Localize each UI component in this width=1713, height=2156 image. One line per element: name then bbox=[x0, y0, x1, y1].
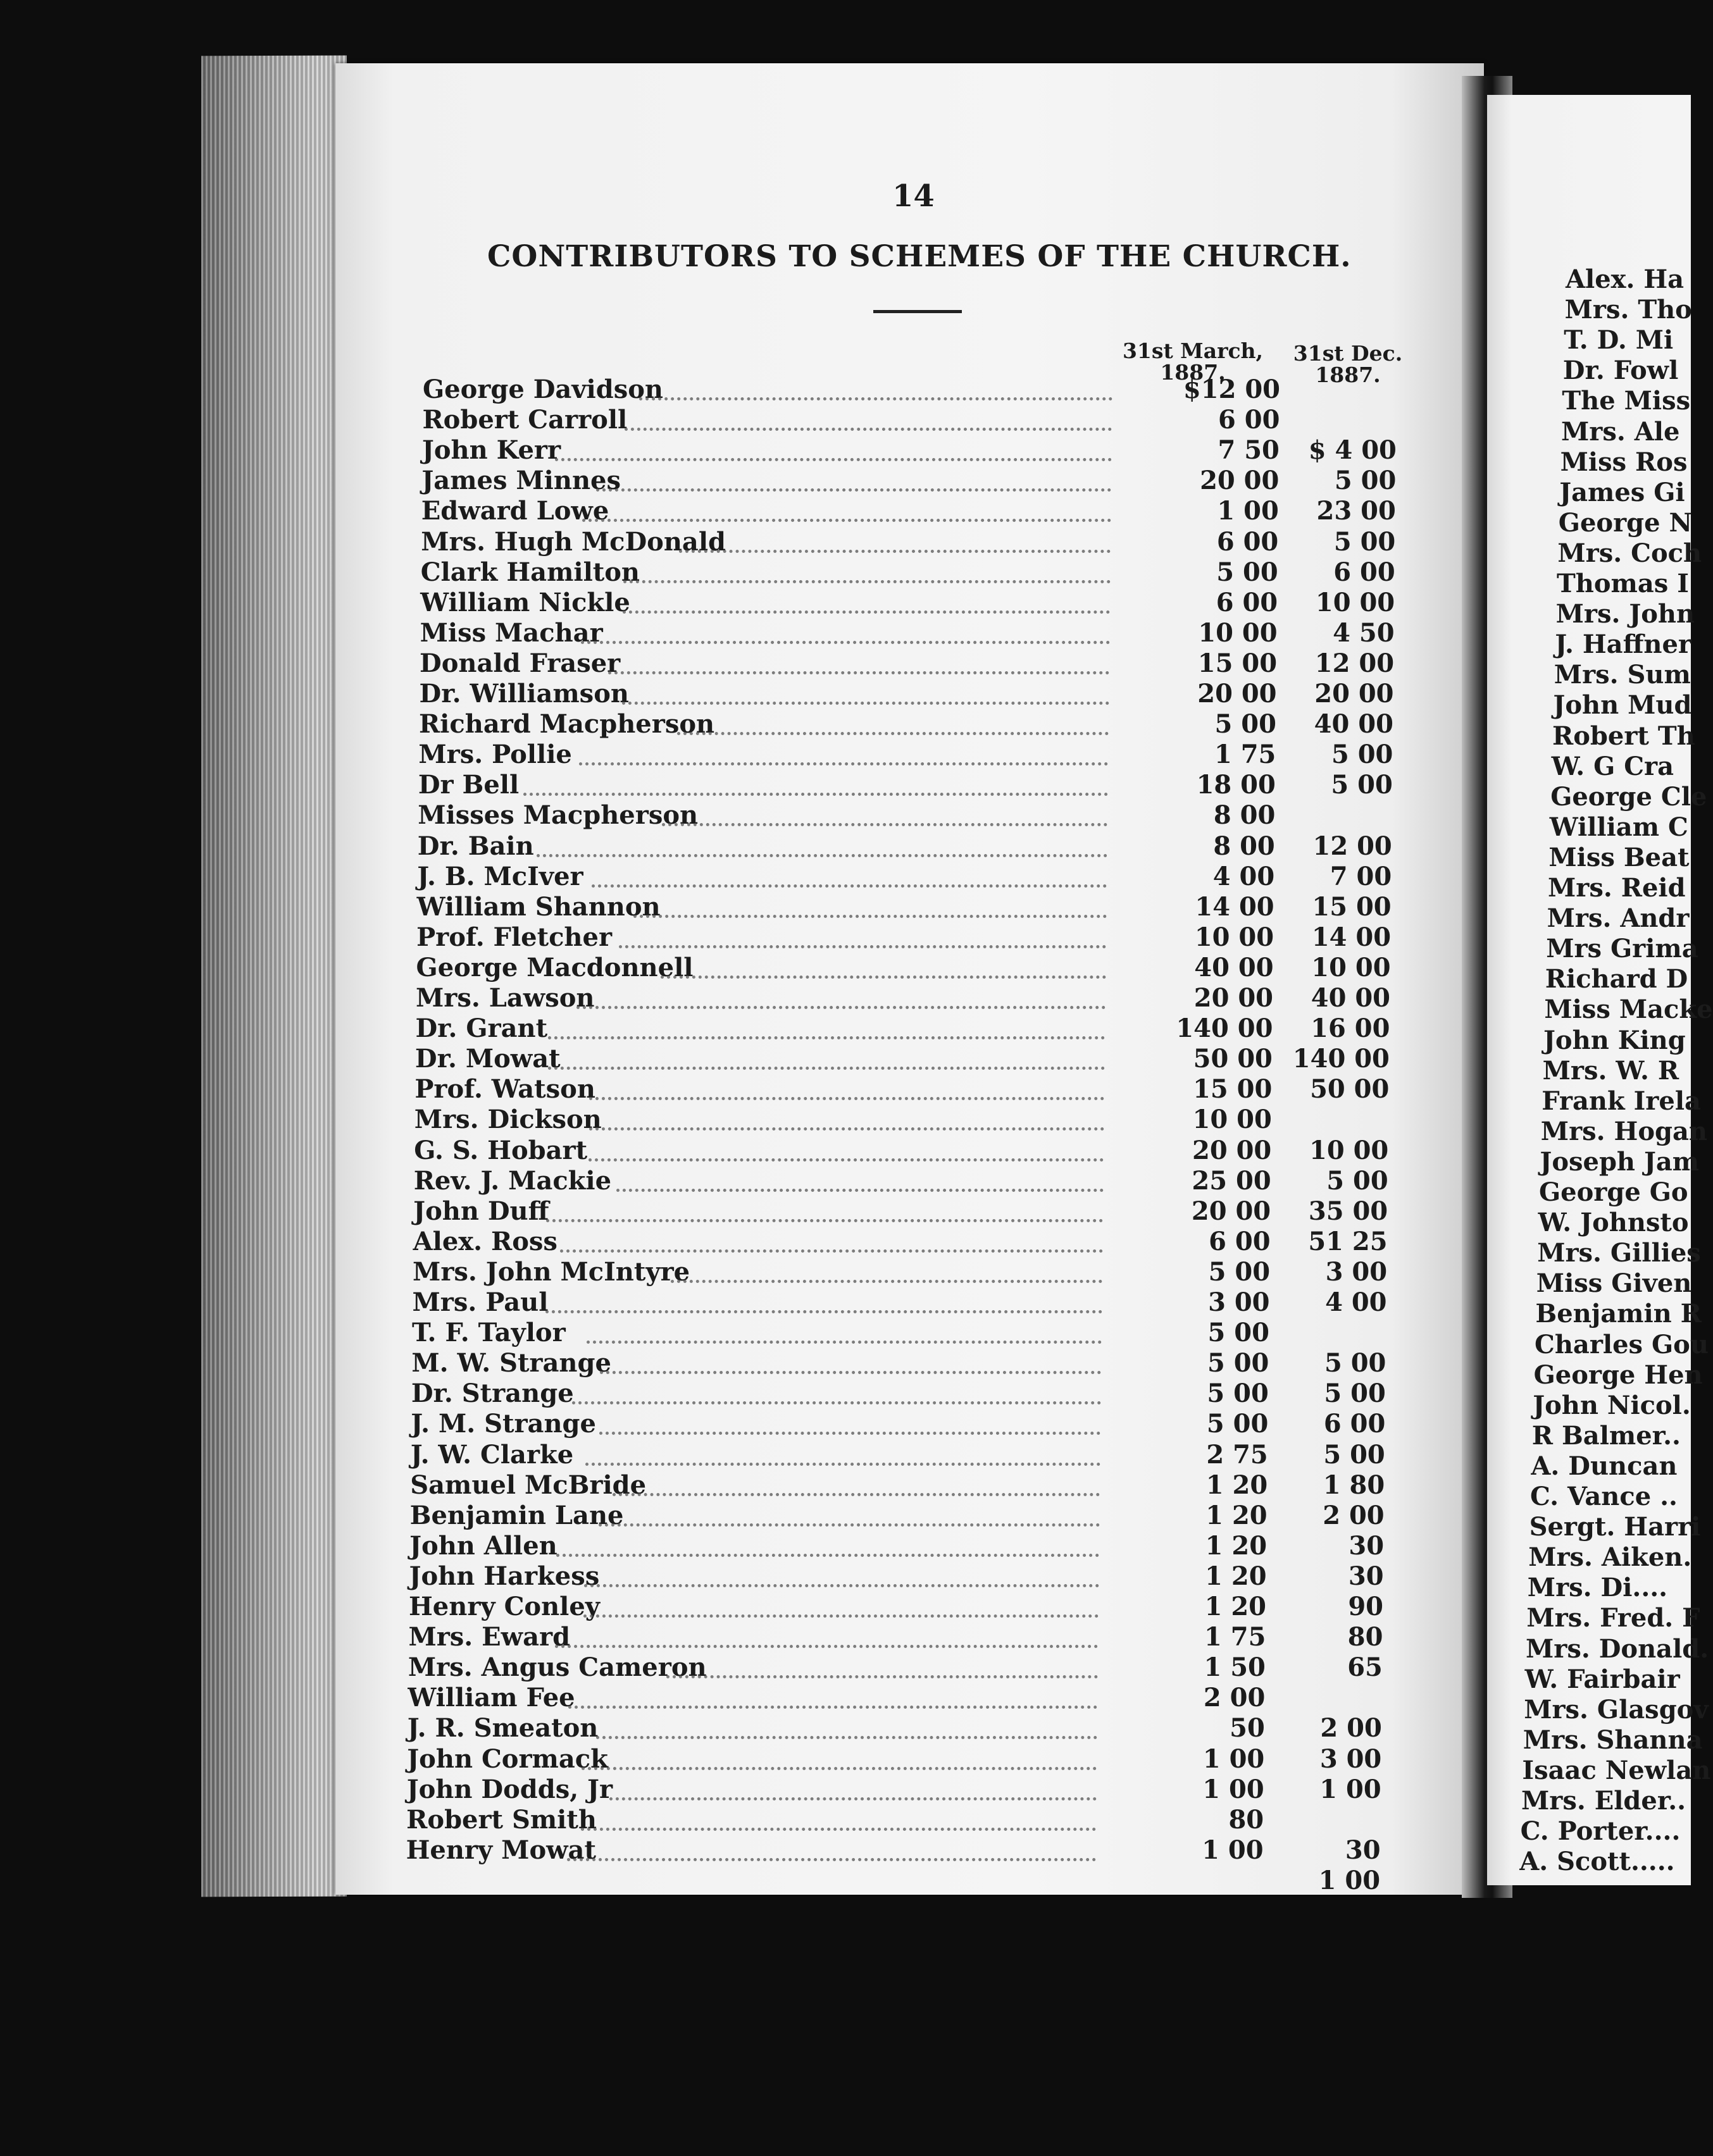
dot-leader bbox=[599, 1401, 1100, 1435]
amount-march-1887: 50 00 bbox=[1193, 1044, 1273, 1074]
right-page-contributor-name: Benjamin R bbox=[1535, 1299, 1702, 1329]
right-page-contributor-name: Mrs. Andr bbox=[1547, 903, 1690, 934]
contributor-name: Dr. Mowat bbox=[414, 1044, 561, 1074]
contributor-name: Rev. J. Mackie bbox=[413, 1165, 612, 1196]
dot-leader bbox=[613, 1463, 1100, 1496]
contributor-name: Mrs. Lawson bbox=[416, 983, 595, 1013]
right-page-contributor-name: John Nicol. bbox=[1533, 1390, 1691, 1420]
amount-march-1887: 18 00 bbox=[1196, 770, 1276, 800]
amount-dec-1887: 12 00 bbox=[1314, 648, 1395, 678]
right-page-contributor-name: Robert Th bbox=[1552, 721, 1695, 751]
amount-march-1887: 4 00 bbox=[1212, 861, 1275, 891]
amount-dec-1887: 14 00 bbox=[1311, 922, 1392, 952]
right-page-contributor-name: Mrs. W. R bbox=[1542, 1055, 1679, 1086]
right-page-contributor-name: Thomas I bbox=[1557, 569, 1689, 598]
right-page-contributor-name: Dr. Fowl bbox=[1562, 356, 1679, 386]
amount-march-1887: 15 00 bbox=[1197, 648, 1278, 678]
right-page-contributor-name: Mrs. Tho bbox=[1564, 295, 1692, 325]
column-header-march-line1: 31st March, bbox=[1122, 338, 1264, 363]
contributor-name: Henry Mowat bbox=[406, 1835, 596, 1865]
amount-march-1887: 5 00 bbox=[1214, 709, 1276, 740]
amount-dec-1887: 5 00 bbox=[1326, 1165, 1388, 1196]
amount-dec-1887: 30 bbox=[1348, 1561, 1384, 1591]
amount-dec-1887: 7 00 bbox=[1330, 861, 1392, 891]
amount-march-1887: 1 00 bbox=[1202, 1774, 1264, 1804]
amount-dec-1887: 10 00 bbox=[1315, 587, 1395, 617]
amount-dec-1887: 140 00 bbox=[1292, 1044, 1390, 1074]
amount-dec-1887: 10 00 bbox=[1309, 1135, 1389, 1165]
contributor-name: William Shannon bbox=[416, 891, 661, 922]
contributor-name: Mrs. Angus Cameron bbox=[408, 1652, 707, 1683]
amount-march-1887: 7 50 bbox=[1218, 435, 1280, 466]
amount-march-1887: 80 bbox=[1228, 1804, 1264, 1835]
amount-dec-1887: 30 bbox=[1349, 1530, 1385, 1561]
right-page-contributor-name: T. D. Mi bbox=[1564, 325, 1674, 356]
dot-leader bbox=[584, 1554, 1099, 1587]
dot-leader bbox=[581, 610, 1110, 644]
amount-march-1887: 15 00 bbox=[1193, 1074, 1273, 1105]
contributor-name: J. M. Strange bbox=[411, 1409, 596, 1439]
contributor-name: Prof. Watson bbox=[414, 1074, 595, 1105]
amount-dec-1887: 3 00 bbox=[1325, 1256, 1388, 1287]
amount-march-1887: 1 75 bbox=[1214, 740, 1276, 770]
right-page-contributor-name: Mrs. Reid bbox=[1548, 873, 1686, 903]
dot-leader bbox=[671, 1249, 1102, 1283]
right-page-contributor-name: Mrs. Ale bbox=[1561, 416, 1680, 447]
amount-march-1887: 6 00 bbox=[1218, 405, 1280, 435]
contributor-row-extra bbox=[406, 1866, 1386, 1896]
right-page-contributor-name: Mrs. Hogan bbox=[1540, 1116, 1707, 1146]
amount-dec-1887: 23 00 bbox=[1316, 496, 1396, 526]
amount-dec-1887: 50 00 bbox=[1310, 1074, 1390, 1105]
dot-leader bbox=[589, 1128, 1104, 1162]
amount-dec-1887: 51 25 bbox=[1308, 1226, 1388, 1256]
right-page-contributor-name: W. Johnsto bbox=[1538, 1208, 1689, 1238]
contributor-name: James Minnes bbox=[421, 466, 621, 496]
amount-dec-1887: 80 bbox=[1347, 1622, 1383, 1652]
dot-leader bbox=[523, 762, 1108, 796]
amount-dec-1887: 20 00 bbox=[1314, 679, 1394, 709]
dot-leader bbox=[548, 1006, 1105, 1039]
contributor-name: Dr. Grant bbox=[415, 1013, 548, 1044]
contributor-name: Dr. Williamson bbox=[419, 679, 629, 709]
contributor-name: John Dodds, Jr bbox=[406, 1774, 613, 1804]
amount-dec-1887: 5 00 bbox=[1324, 1348, 1386, 1378]
right-page-contributor-name: William C bbox=[1549, 812, 1688, 842]
dot-leader bbox=[567, 1828, 1096, 1861]
amount-dec-1887: 2 00 bbox=[1320, 1713, 1382, 1744]
dot-leader bbox=[587, 1310, 1102, 1344]
right-page-contributor-name: George Hen bbox=[1533, 1360, 1703, 1390]
amount-dec-1887: 5 00 bbox=[1334, 466, 1397, 496]
right-page-contributor-name: Miss Beat bbox=[1548, 842, 1690, 872]
amount-dec-1887: 6 00 bbox=[1333, 557, 1395, 587]
amount-dec-1887: 65 bbox=[1347, 1652, 1383, 1683]
amount-march-1887: 6 00 bbox=[1209, 1226, 1271, 1256]
dot-leader bbox=[556, 1523, 1099, 1557]
contributor-name: John Allen bbox=[409, 1530, 558, 1561]
amount-dec-1887: 12 00 bbox=[1312, 831, 1392, 861]
amount-march-1887: 14 00 bbox=[1195, 891, 1274, 922]
right-page-contributor-name: C. Porter.... bbox=[1520, 1816, 1681, 1847]
right-page-contributor-name: A. Scott..... bbox=[1519, 1847, 1675, 1877]
amount-march-1887: 5 00 bbox=[1208, 1256, 1271, 1287]
dot-leader bbox=[545, 1280, 1102, 1313]
amount-dec-1887: 5 00 bbox=[1323, 1439, 1385, 1470]
dot-leader bbox=[639, 367, 1112, 400]
dot-leader bbox=[609, 1767, 1097, 1800]
contributor-name: Henry Conley bbox=[409, 1592, 601, 1621]
contributor-name: Mrs. Paul bbox=[412, 1287, 549, 1317]
amount-march-1887: 1 75 bbox=[1204, 1622, 1266, 1652]
amount-dec-1887: $ 4 00 bbox=[1308, 435, 1397, 466]
amount-march-1887: 5 00 bbox=[1207, 1378, 1269, 1409]
contributor-name: Prof. Fletcher bbox=[416, 922, 613, 952]
right-page-contributor-name: Mrs. Aiken. bbox=[1528, 1542, 1692, 1573]
right-page-contributor-name: R Balmer.. bbox=[1531, 1420, 1681, 1451]
amount-dec-1887: 4 00 bbox=[1325, 1287, 1387, 1317]
dot-leader bbox=[555, 1614, 1098, 1648]
contributor-name: M. W. Strange bbox=[411, 1348, 611, 1378]
dot-leader bbox=[596, 458, 1111, 492]
amount-march-1887: 5 00 bbox=[1216, 557, 1278, 587]
right-page-contributor-name: John Mud bbox=[1553, 690, 1692, 721]
dot-leader bbox=[589, 1067, 1104, 1100]
contributor-name: Mrs. John McIntyre bbox=[413, 1256, 690, 1287]
right-page-contributor-name: W. G Cra bbox=[1551, 751, 1674, 781]
right-page-contributor-name: The Miss bbox=[1562, 386, 1691, 416]
amount-march-1887: 50 bbox=[1230, 1713, 1265, 1744]
right-page-contributor-name: George Cle bbox=[1550, 781, 1707, 812]
right-page-contributor-name: James Gi bbox=[1559, 477, 1685, 507]
dot-leader bbox=[623, 580, 1110, 614]
amount-march-1887: 20 00 bbox=[1197, 679, 1277, 709]
contributor-name: G. S. Hobart bbox=[414, 1135, 588, 1165]
amount-march-1887: 10 00 bbox=[1194, 922, 1274, 952]
dot-leader bbox=[662, 793, 1107, 826]
contributor-name: Benjamin Lane bbox=[409, 1500, 624, 1530]
amount-dec-1887: 5 00 bbox=[1333, 526, 1396, 557]
contributor-name: Dr. Strange bbox=[411, 1378, 574, 1409]
dot-leader bbox=[555, 428, 1112, 461]
contributor-name: Richard Macpherson bbox=[418, 709, 715, 740]
amount-march-1887: 40 00 bbox=[1194, 952, 1274, 982]
right-page-contributor-name: Mrs. Elder.. bbox=[1521, 1786, 1686, 1816]
page-title: CONTRIBUTORS TO SCHEMES OF THE CHURCH. bbox=[487, 239, 1352, 274]
amount-march-1887: 1 20 bbox=[1205, 1500, 1268, 1530]
contributor-name: Mrs. Pollie bbox=[418, 740, 572, 770]
contributor-name: George Macdonnell bbox=[416, 952, 694, 982]
right-page-contributor-name: Mrs. John bbox=[1555, 599, 1695, 629]
right-page-contributor-name: Mrs. Di.... bbox=[1527, 1573, 1668, 1603]
page-number: 14 bbox=[892, 178, 935, 214]
right-page-contributor-name: Mrs. Glasgov bbox=[1524, 1694, 1709, 1725]
amount-march-1887: 1 20 bbox=[1205, 1530, 1268, 1561]
right-page-contributor-name: Mrs Grima bbox=[1546, 934, 1698, 964]
amount-dec-1887: 5 00 bbox=[1331, 740, 1393, 770]
right-page-contributor-name: Mrs. Gillies bbox=[1537, 1238, 1701, 1268]
right-page-contributor-name: W. Fairbair bbox=[1524, 1664, 1680, 1694]
amount-dec-1887: 1 80 bbox=[1323, 1470, 1385, 1500]
right-page-contributor-name: Mrs. Fred. F bbox=[1526, 1603, 1700, 1633]
amount-dec-1887: 5 00 bbox=[1324, 1378, 1386, 1409]
right-page-contributor-name: Sergt. Harri bbox=[1529, 1512, 1701, 1542]
amount-march-1887: 3 00 bbox=[1208, 1287, 1270, 1317]
right-page-contributor-name: Mrs. Donald. bbox=[1526, 1633, 1709, 1664]
contributor-name: John Cormack bbox=[407, 1744, 608, 1774]
amount-march-1887: 1 00 bbox=[1217, 496, 1279, 526]
right-page-contributor-name: Miss Given bbox=[1536, 1268, 1692, 1299]
right-page-contributor-name: Joseph Jam bbox=[1540, 1146, 1700, 1177]
dot-leader bbox=[581, 1797, 1096, 1831]
right-page-contributor-name: Isaac Newlan bbox=[1522, 1755, 1711, 1785]
contributor-name: John Duff bbox=[413, 1196, 549, 1226]
contributor-name: T. F. Taylor bbox=[411, 1318, 566, 1348]
amount-march-1887: 25 00 bbox=[1192, 1165, 1271, 1196]
book-page-edges bbox=[201, 56, 347, 1897]
dot-leader bbox=[677, 702, 1109, 735]
contributor-row bbox=[406, 1835, 1387, 1866]
dot-leader bbox=[661, 945, 1106, 979]
right-page-contributor-name: Miss Ros bbox=[1560, 447, 1688, 477]
amount-dec-1887: 6 00 bbox=[1323, 1409, 1386, 1439]
contributor-name: J. R. Smeaton bbox=[407, 1713, 599, 1744]
contributor-name: Samuel McBride bbox=[410, 1470, 647, 1500]
right-page-contributor-name: Alex. Ha bbox=[1566, 264, 1685, 294]
right-page-contributor-name: A. Duncan bbox=[1531, 1451, 1678, 1481]
amount-dec-1887: 40 00 bbox=[1314, 709, 1393, 740]
dot-leader bbox=[568, 1675, 1097, 1709]
contributor-name: John Harkess bbox=[409, 1561, 600, 1591]
contributor-name: Donald Fraser bbox=[420, 648, 621, 678]
dot-leader bbox=[596, 1706, 1097, 1739]
amount-march-1887: $12 00 bbox=[1183, 375, 1280, 404]
dot-leader bbox=[600, 1341, 1101, 1374]
dot-leader bbox=[548, 1036, 1105, 1070]
amount-dec-1887: 1 00 bbox=[1319, 1774, 1381, 1804]
amount-march-1887: 5 00 bbox=[1207, 1348, 1269, 1378]
amount-march-1887: 20 00 bbox=[1200, 466, 1280, 496]
contributor-name: Mrs. Hugh McDonald bbox=[421, 526, 726, 557]
contributor-name: John Kerr bbox=[421, 435, 561, 466]
dot-leader bbox=[537, 824, 1107, 857]
right-page-contributor-name: Miss Macke bbox=[1544, 994, 1713, 1025]
amount-march-1887: 20 00 bbox=[1193, 983, 1273, 1013]
right-page-contributor-name: Frank Irela bbox=[1542, 1086, 1701, 1116]
dot-leader bbox=[622, 671, 1109, 705]
amount-dec-1887: 10 00 bbox=[1311, 952, 1391, 982]
dot-leader bbox=[546, 1189, 1103, 1222]
right-page-contributor-name: J. Haffner bbox=[1555, 629, 1692, 660]
column-header-march-line2: 1887. bbox=[1160, 360, 1226, 385]
amount-march-1887: 20 00 bbox=[1192, 1135, 1272, 1165]
amount-dec-1887: 5 00 bbox=[1331, 770, 1393, 800]
amount-dec-1887: 3 00 bbox=[1319, 1744, 1382, 1774]
dot-leader bbox=[582, 1737, 1097, 1770]
amount-march-1887: 10 00 bbox=[1198, 617, 1278, 648]
right-page-contributor-name: C. Vance .. bbox=[1530, 1482, 1678, 1511]
right-page-contributor-name: George N bbox=[1558, 507, 1693, 538]
amount-march-1887: 8 00 bbox=[1213, 831, 1275, 861]
dot-leader bbox=[599, 1493, 1100, 1527]
contributor-name: Dr Bell bbox=[418, 770, 520, 800]
right-page-contributor-name: Mrs. Coch bbox=[1557, 538, 1702, 568]
dot-leader bbox=[625, 397, 1112, 431]
contributor-name: Dr. Bain bbox=[417, 831, 534, 861]
amount-march-1887: 2 00 bbox=[1203, 1683, 1266, 1713]
contributor-name: William Nickle bbox=[420, 587, 630, 617]
dot-leader bbox=[572, 1371, 1101, 1404]
dot-leader bbox=[582, 488, 1111, 522]
amount-dec-1887: 90 bbox=[1348, 1592, 1383, 1621]
contributor-name: Alex. Ross bbox=[413, 1226, 558, 1256]
contributor-name: Robert Carroll bbox=[422, 405, 628, 435]
dot-leader bbox=[666, 1645, 1098, 1678]
amount-march-1887: 8 00 bbox=[1213, 800, 1276, 831]
right-page-contributor-name: Mrs. Sum bbox=[1554, 660, 1691, 690]
contributor-name: George Davidson bbox=[423, 375, 663, 404]
amount-march-1887: 6 00 bbox=[1216, 587, 1278, 617]
right-page-contributor-name: Charles Gou bbox=[1535, 1329, 1709, 1360]
dot-leader bbox=[633, 884, 1107, 918]
amount-march-1887: 140 00 bbox=[1176, 1013, 1273, 1044]
dot-leader bbox=[585, 1432, 1100, 1466]
right-page-contributor-name: George Go bbox=[1539, 1177, 1688, 1207]
title-rule bbox=[873, 310, 962, 313]
right-page-contributor-name: Richard D bbox=[1545, 964, 1688, 994]
column-header-dec-line2: 1887. bbox=[1315, 362, 1381, 387]
dot-leader bbox=[623, 550, 1111, 583]
amount-march-1887: 1 00 bbox=[1202, 1744, 1265, 1774]
amount-march-1887: 20 00 bbox=[1191, 1196, 1271, 1226]
dot-leader bbox=[592, 854, 1107, 888]
amount-dec-1887: 40 00 bbox=[1311, 983, 1390, 1013]
dot-leader bbox=[679, 519, 1111, 553]
dot-leader bbox=[589, 1097, 1104, 1131]
dot-leader bbox=[583, 1584, 1099, 1618]
amount-march-1887: 5 00 bbox=[1207, 1318, 1269, 1348]
amount-march-1887: 2 75 bbox=[1206, 1439, 1268, 1470]
amount-march-1887: 1 20 bbox=[1205, 1561, 1267, 1591]
amount-march-1887: 6 00 bbox=[1216, 526, 1279, 557]
amount-march-1887: 1 20 bbox=[1205, 1470, 1268, 1500]
amount-march-1887: 1 50 bbox=[1204, 1652, 1266, 1683]
amount-dec-1887: 16 00 bbox=[1311, 1013, 1390, 1044]
contributor-name: Robert Smith bbox=[406, 1804, 597, 1835]
contributor-name: J. W. Clarke bbox=[410, 1439, 574, 1470]
amount-dec-1887: 35 00 bbox=[1308, 1196, 1388, 1226]
dot-leader bbox=[608, 641, 1109, 674]
contributor-name: J. B. McIver bbox=[417, 861, 583, 891]
amount-march-1887: 1 20 bbox=[1204, 1592, 1266, 1621]
amount-march-1887: 10 00 bbox=[1192, 1105, 1272, 1135]
amount-dec-1887: 15 00 bbox=[1312, 891, 1392, 922]
amount-dec-1887: 30 bbox=[1345, 1835, 1381, 1865]
contributor-name: Mrs. Eward bbox=[408, 1622, 571, 1652]
contributor-name: Clark Hamilton bbox=[420, 557, 640, 587]
contributor-name: Miss Machar bbox=[420, 617, 603, 648]
amount-march-1887: 1 00 bbox=[1202, 1835, 1264, 1865]
dot-leader bbox=[576, 976, 1106, 1009]
amount-march-1887: 5 00 bbox=[1206, 1409, 1269, 1439]
dot-leader bbox=[616, 1158, 1104, 1192]
dot-leader bbox=[560, 1219, 1103, 1253]
right-page-contributor-name: John King bbox=[1543, 1025, 1686, 1055]
dot-leader bbox=[579, 732, 1108, 765]
amount-dec-1887: 2 00 bbox=[1323, 1500, 1385, 1530]
column-header-dec-line1: 31st Dec. bbox=[1293, 341, 1403, 366]
dot-leader bbox=[619, 915, 1106, 948]
contributor-name: Edward Lowe bbox=[421, 496, 609, 526]
contributor-name: Mrs. Dickson bbox=[414, 1105, 602, 1135]
right-page-contributor-name: Mrs. Shanna bbox=[1523, 1725, 1703, 1755]
amount-dec-1887: 4 50 bbox=[1333, 617, 1395, 648]
contributor-name: Misses Macpherson bbox=[418, 800, 699, 831]
amount-dec-1887: 1 00 bbox=[1318, 1865, 1381, 1895]
contributor-name: William Fee bbox=[408, 1683, 575, 1713]
